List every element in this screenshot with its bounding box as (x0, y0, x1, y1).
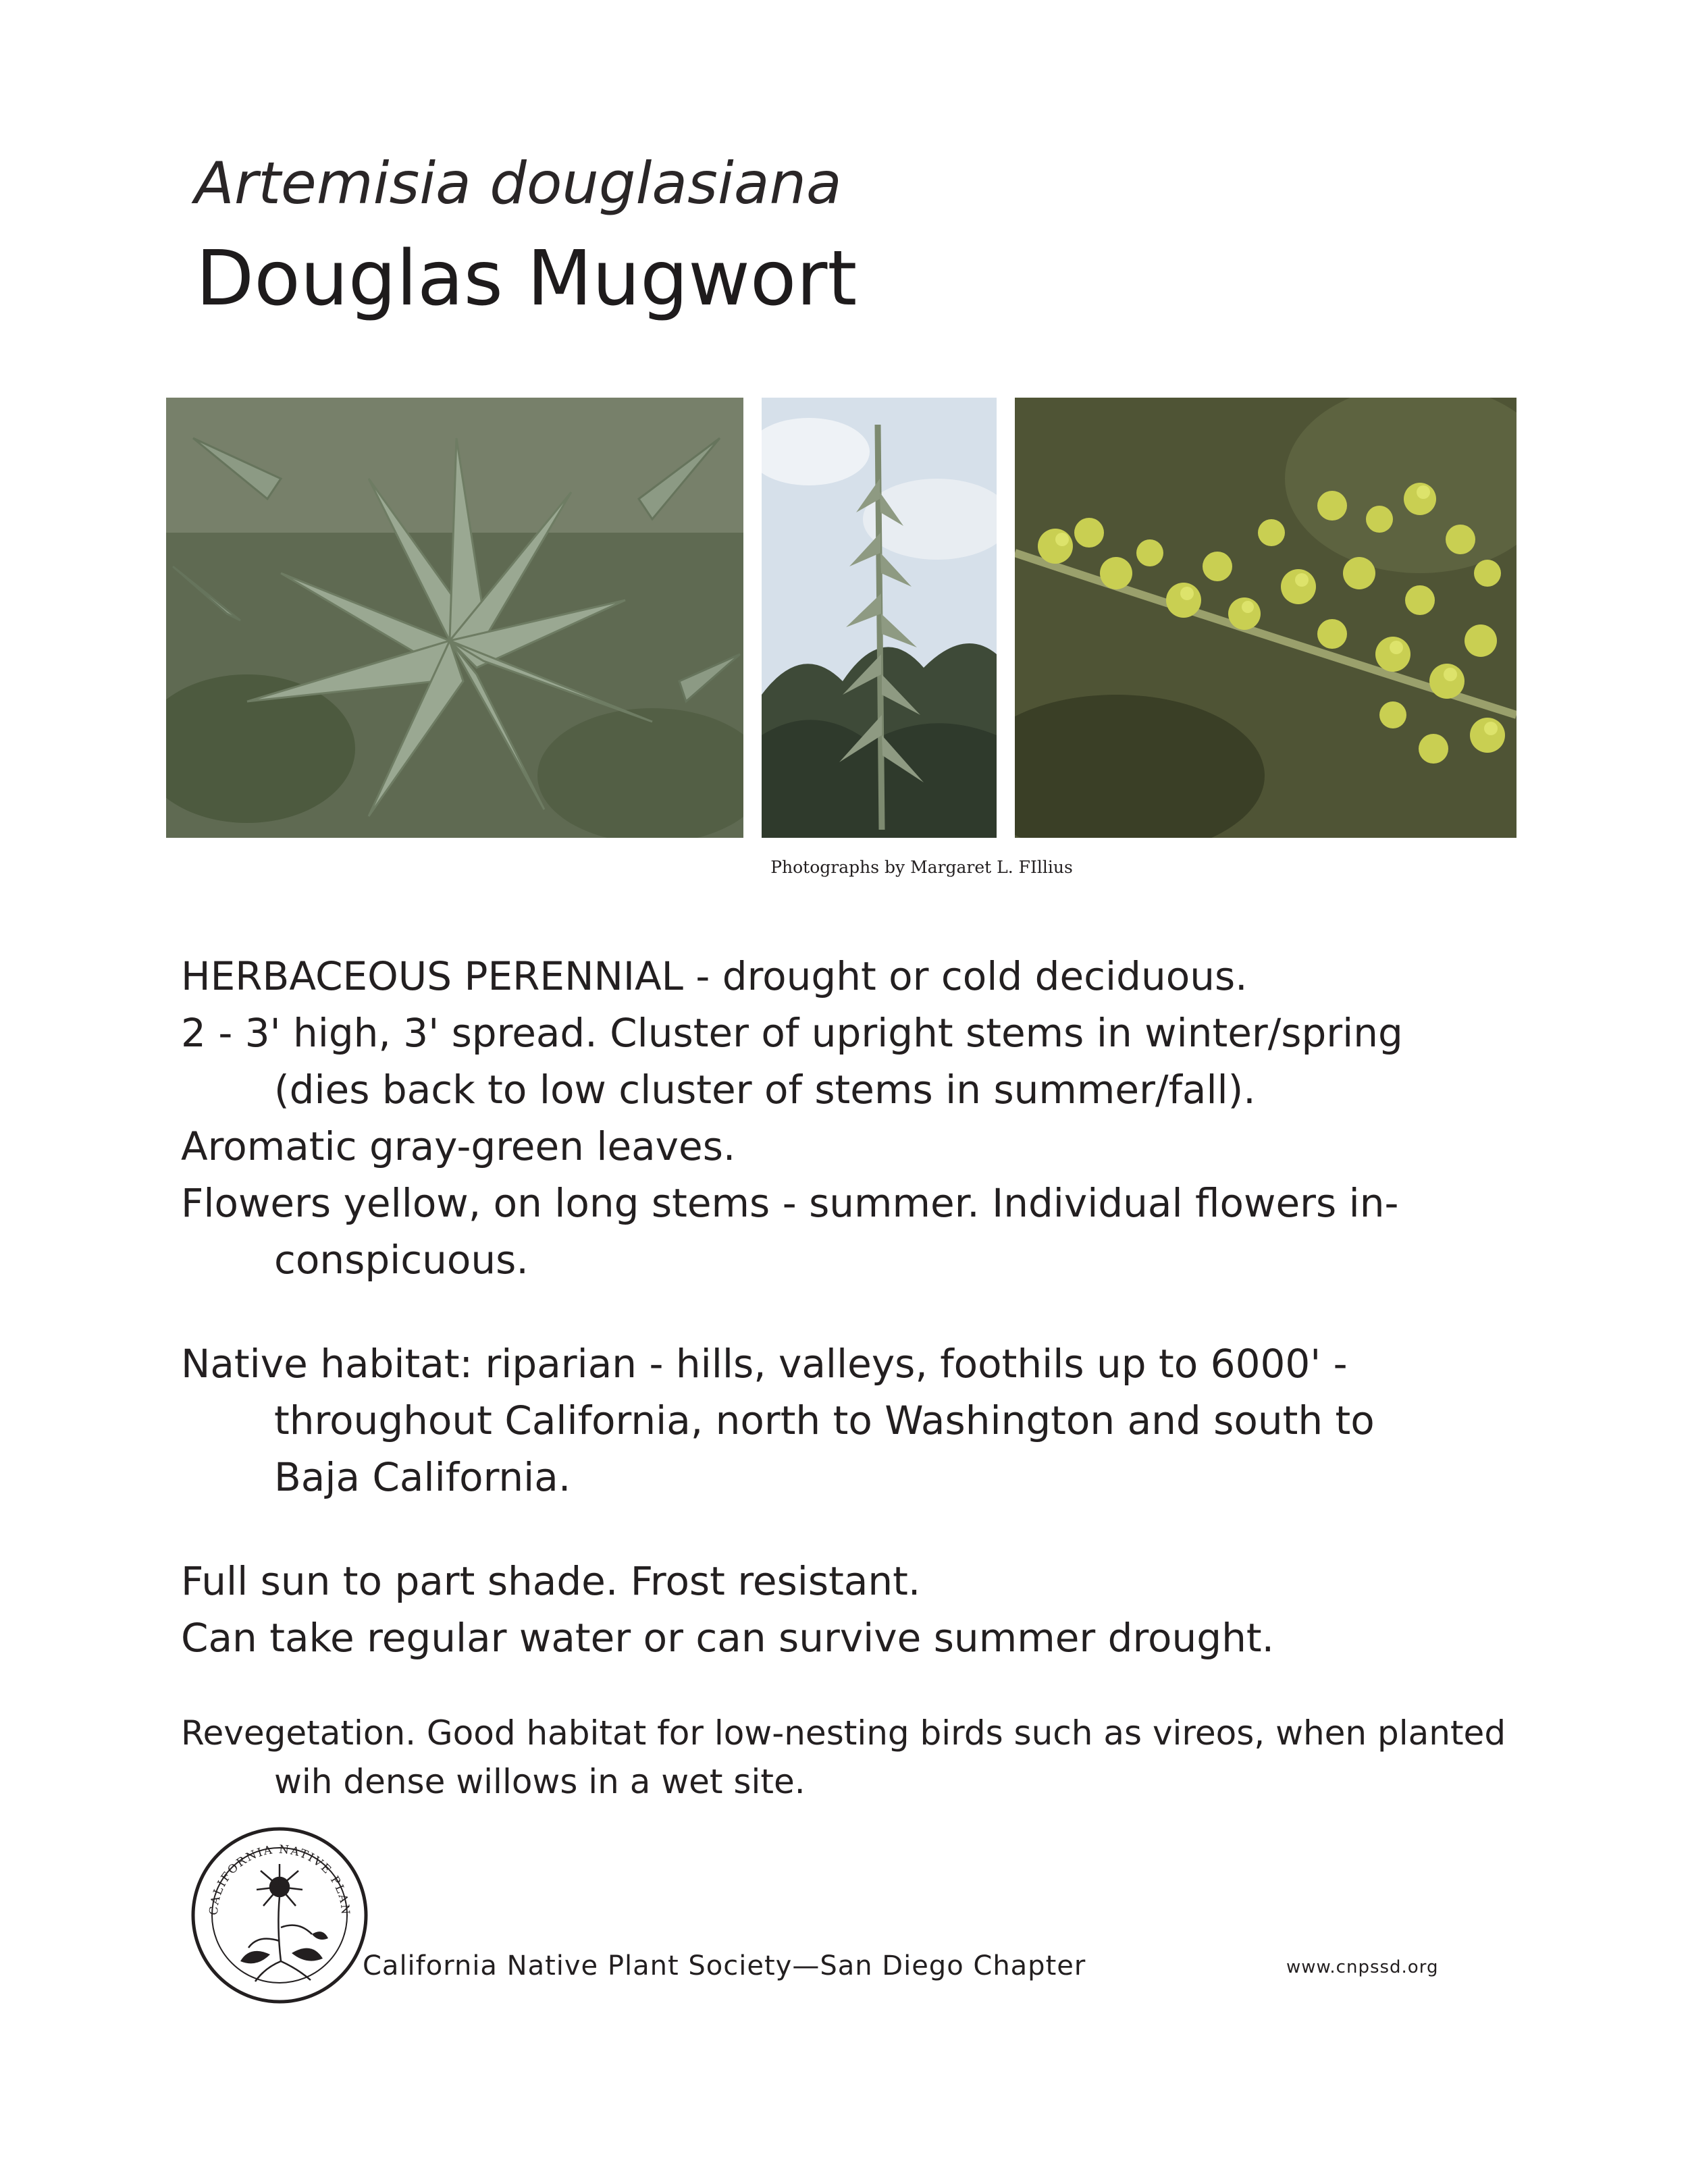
footer-organization: California Native Plant Society—San Diego Chapter (363, 1950, 1086, 1981)
habitat-line: Native habitat: riparian - hills, valleys, foothils up to 6000' - (181, 1341, 1348, 1387)
description-line: conspicuous. (274, 1237, 529, 1283)
description-line: Aromatic gray-green leaves. (181, 1123, 736, 1169)
description-line: HERBACEOUS PERENNIAL - drought or cold deciduous. (181, 953, 1248, 999)
photo-stalk (762, 398, 997, 838)
scientific-name: Artemisia douglasiana (194, 150, 842, 217)
description-line: 2 - 3' high, 3' spread. Cluster of upright stems in winter/spring (181, 1010, 1403, 1056)
uses-line: wih dense willows in a wet site. (274, 1762, 806, 1801)
svg-text:CALIFORNIA NATIVE PLANT SOCIET: CALIFORNIA NATIVE PLAN (207, 1842, 352, 1917)
photo-flowers (1015, 398, 1516, 838)
habitat-line: throughout California, north to Washington and south to (274, 1397, 1375, 1443)
photo-credit: Photographs by Margaret L. FIllius (770, 857, 1073, 877)
conditions-line: Full sun to part shade. Frost resistant. (181, 1558, 921, 1604)
cnps-seal-logo (190, 1826, 369, 2004)
photo-foliage (166, 398, 743, 838)
uses-line: Revegetation. Good habitat for low-nesting birds such as vireos, when planted (181, 1713, 1506, 1753)
habitat-line: Baja California. (274, 1454, 571, 1500)
common-name: Douglas Mugwort (196, 235, 858, 323)
footer-url[interactable]: www.cnpssd.org (1286, 1957, 1439, 1977)
description-line: (dies back to low cluster of stems in summer/fall). (274, 1067, 1256, 1113)
conditions-line: Can take regular water or can survive summer drought. (181, 1615, 1275, 1661)
description-line: Flowers yellow, on long stems - summer. Individual flowers in- (181, 1180, 1399, 1226)
